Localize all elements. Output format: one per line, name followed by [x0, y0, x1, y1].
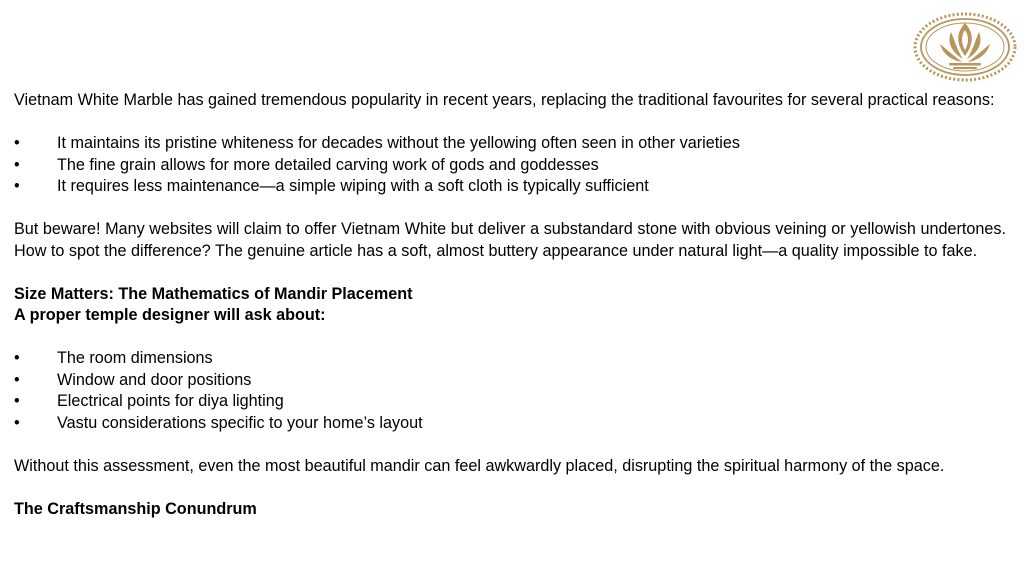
list-item: • Electrical points for diya lighting	[14, 391, 1006, 413]
bullet-icon: •	[14, 177, 20, 195]
bullet-icon: •	[14, 349, 20, 367]
bullet-icon: •	[14, 134, 20, 152]
list-item: • Vastu considerations specific to your home’s layout	[14, 413, 1006, 435]
bullet-icon: •	[14, 155, 20, 174]
section-heading: Size Matters: The Mathematics of Mandir Placement	[14, 284, 413, 303]
warning-paragraph: But beware! Many websites will claim to offer Vietnam White but deliver a substandard stone with obvious veining or yellowish undertones. How to spot the difference? The genuine article has a soft, almost buttery appearance under natural light—a quality impossible to fake.	[14, 220, 1006, 260]
list-item: • Window and door positions	[14, 370, 1006, 392]
benefits-list	[14, 133, 1006, 198]
list-item: • The room dimensions	[14, 348, 1006, 370]
bullet-icon: •	[14, 370, 20, 389]
list-item: • It requires less maintenance—a simple wiping with a soft cloth is typically sufficient	[14, 176, 1006, 198]
brand-logo	[913, 12, 1017, 82]
conclusion-paragraph: Without this assessment, even the most beautiful mandir can feel awkwardly placed, disrupting the spiritual harmony of the space.	[14, 456, 945, 475]
article-body	[14, 90, 1006, 520]
lotus-emblem-icon	[913, 12, 1017, 82]
section-subheading: A proper temple designer will ask about:	[14, 306, 326, 324]
next-section-heading: The Craftsmanship Conundrum	[14, 499, 257, 518]
bullet-icon: •	[14, 392, 20, 410]
considerations-list	[14, 348, 1006, 434]
list-item: • The fine grain allows for more detailed carving work of gods and goddesses	[14, 155, 1006, 177]
list-item: • It maintains its pristine whiteness for decades without the yellowing often seen in other varieties	[14, 133, 1006, 155]
bullet-icon: •	[14, 413, 20, 432]
intro-paragraph: Vietnam White Marble has gained tremendous popularity in recent years, replacing the traditional favourites for several practical reasons:	[14, 91, 995, 109]
